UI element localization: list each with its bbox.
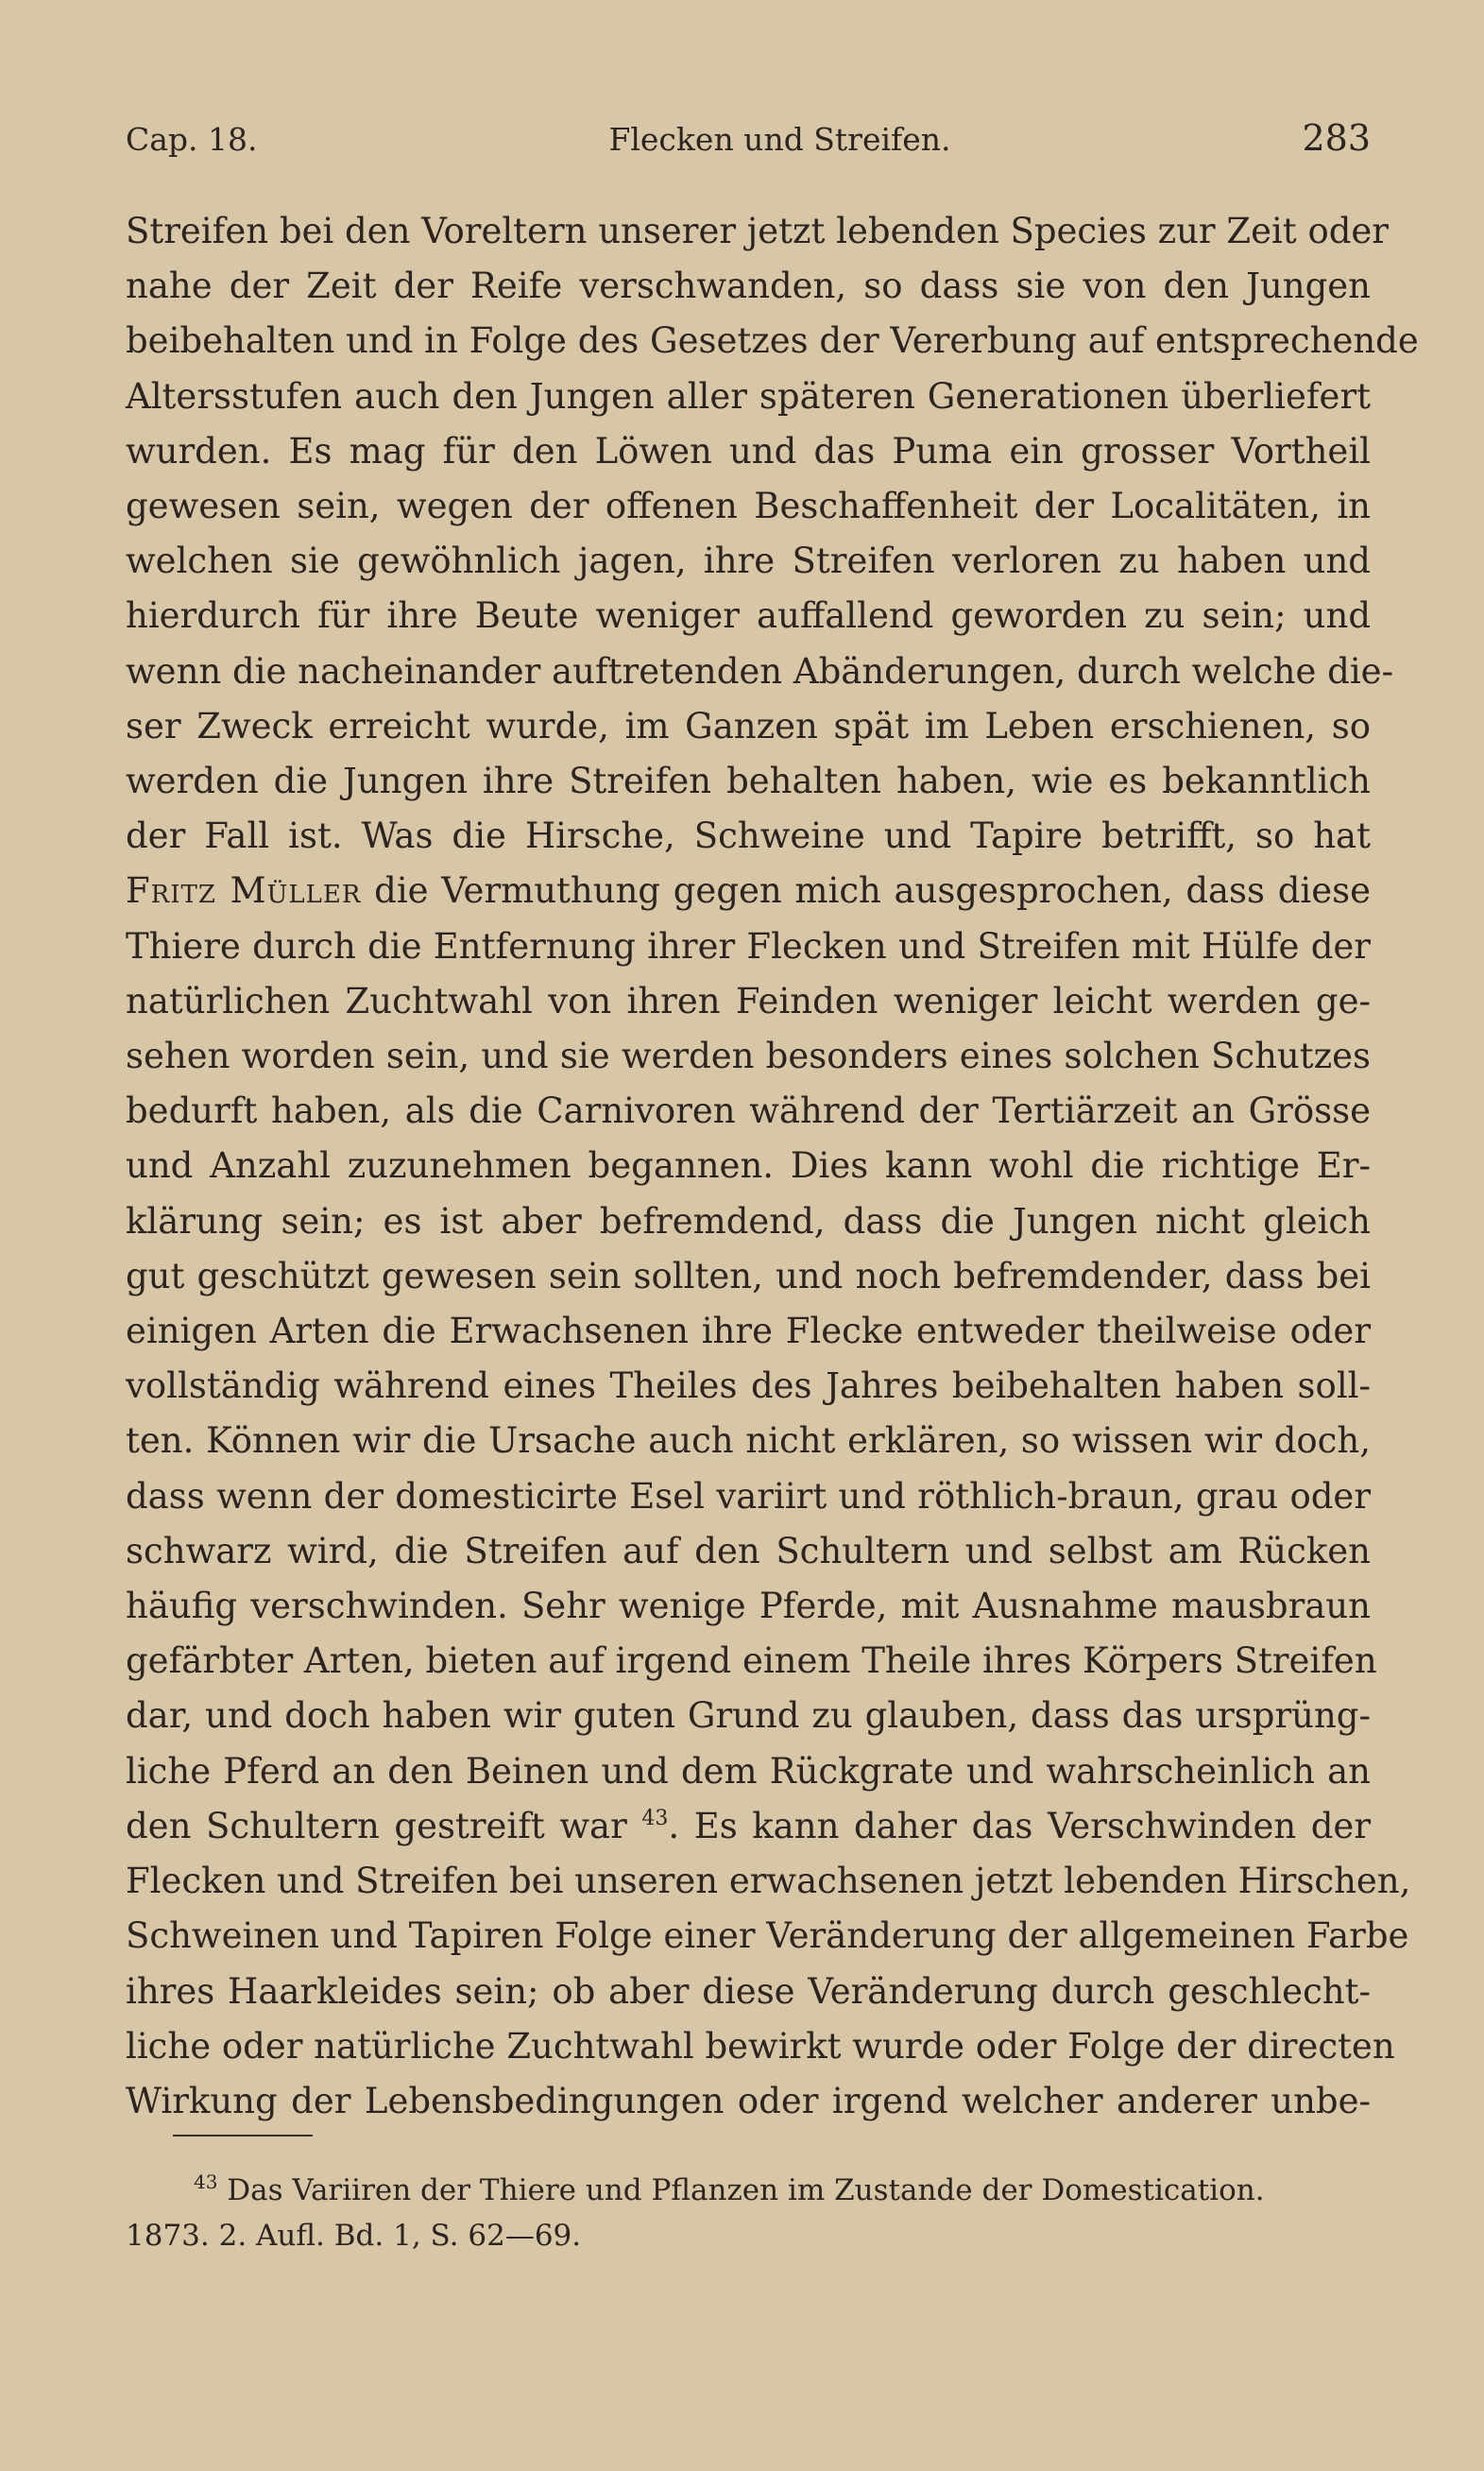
footnote-text: Das Variiren der Thiere und Pflanzen im Zustande der Domestication. (217, 2173, 1265, 2207)
text-line: und Anzahl zuzunehmen begannen. Dies kann wohl die richtige Er- (126, 1145, 1371, 1187)
text-line: dass wenn der domesticirte Esel variirt und röthlich-braun, grau oder (126, 1475, 1371, 1517)
footnote-reference: 43 (641, 1806, 669, 1830)
text-line-with-author (126, 864, 1371, 918)
text-line: Wirkung der Lebensbedingungen oder irgend welcher anderer unbe- (126, 2080, 1371, 2121)
chapter-label: Cap. 18. (126, 121, 258, 158)
running-title: Flecken und Streifen. (608, 121, 951, 158)
text-line: liche Pferd an den Beinen und dem Rückgrate und wahrscheinlich an (126, 1750, 1371, 1792)
text-line: bedurft haben, als die Carnivoren während der Tertiärzeit an Grösse (126, 1090, 1371, 1132)
text-fragment: die Vermuthung gegen mich ausgesprochen, dass diese (361, 870, 1371, 912)
text-line: häufig verschwinden. Sehr wenige Pferde, mit Ausnahme mausbraun (126, 1586, 1371, 1627)
text-line: ten. Können wir die Ursache auch nicht erklären, so wissen wir doch, (126, 1420, 1371, 1462)
text-line: Schweinen und Tapiren Folge einer Veränderung der allgemeinen Farbe (126, 1915, 1409, 1957)
text-line: Altersstufen auch den Jungen aller späteren Generationen überliefert (126, 375, 1371, 417)
text-line: dar, und doch haben wir guten Grund zu glauben, dass das ursprüng- (126, 1695, 1371, 1737)
author-name: Fritz Müller (126, 870, 362, 912)
running-header (126, 119, 1371, 159)
text-line: Thiere durch die Entfernung ihrer Flecken und Streifen mit Hülfe der (126, 925, 1371, 967)
text-line: werden die Jungen ihre Streifen behalten haben, wie es bekanntlich (126, 761, 1371, 802)
text-line: Streifen bei den Voreltern unserer jetzt lebenden Species zur Zeit oder (126, 211, 1389, 251)
footnote-line: 1873. 2. Aufl. Bd. 1, S. 62—69. (126, 2219, 582, 2253)
text-fragment: den Schultern gestreift war (126, 1805, 627, 1846)
footnote-divider (173, 2135, 313, 2136)
text-line-with-reference (126, 1799, 1371, 1854)
text-line: vollständig während eines Theiles des Jahres beibehalten haben soll- (126, 1365, 1371, 1407)
text-fragment: . Es kann daher das Verschwinden der (668, 1805, 1372, 1846)
footnote (126, 2168, 1371, 2258)
page-number: 283 (1302, 117, 1371, 159)
text-line: ihres Haarkleides sein; ob aber diese Veränderung durch geschlecht- (126, 1970, 1371, 2012)
text-line: gefärbter Arten, bieten auf irgend einem Theile ihres Körpers Streifen (126, 1640, 1377, 1682)
text-line: Flecken und Streifen bei unseren erwachsenen jetzt lebenden Hirschen, (126, 1861, 1411, 1902)
text-line: ser Zweck erreicht wurde, im Ganzen spät im Leben erschienen, so (126, 705, 1371, 746)
text-line: wenn die nacheinander auftretenden Abänderungen, durch welche die- (126, 650, 1394, 692)
text-line: gut geschützt gewesen sein sollten, und noch befremdender, dass bei (126, 1255, 1371, 1296)
text-line: nahe der Zeit der Reife verschwanden, so dass sie von den Jungen (126, 266, 1371, 307)
text-line: hierdurch für ihre Beute weniger auffallend geworden zu sein; und (126, 595, 1371, 637)
text-line: liche oder natürliche Zuchtwahl bewirkt wurde oder Folge der directen (126, 2025, 1395, 2067)
text-line: beibehalten und in Folge des Gesetzes der Vererbung auf entsprechende (126, 320, 1419, 362)
text-line: schwarz wird, die Streifen auf den Schultern und selbst am Rücken (126, 1530, 1371, 1571)
text-line: sehen worden sein, und sie werden besonders eines solchen Schutzes (126, 1036, 1371, 1077)
text-line: wurden. Es mag für den Löwen und das Puma ein grosser Vortheil (126, 430, 1371, 472)
text-line: natürlichen Zuchtwahl von ihren Feinden weniger leicht werden ge- (126, 980, 1371, 1021)
footnote-line (126, 2168, 1371, 2213)
footnote-number: 43 (194, 2171, 218, 2193)
text-line: gewesen sein, wegen der offenen Beschaffenheit der Localitäten, in (126, 486, 1371, 527)
text-line: einigen Arten die Erwachsenen ihre Flecke entweder theilweise oder (126, 1311, 1371, 1352)
main-text (126, 204, 1419, 2129)
text-line: welchen sie gewöhnlich jagen, ihre Streifen verloren zu haben und (126, 541, 1371, 582)
text-line: klärung sein; es ist aber befremdend, dass die Jungen nicht gleich (126, 1200, 1371, 1242)
text-line: der Fall ist. Was die Hirsche, Schweine und Tapire betrifft, so hat (126, 815, 1371, 857)
